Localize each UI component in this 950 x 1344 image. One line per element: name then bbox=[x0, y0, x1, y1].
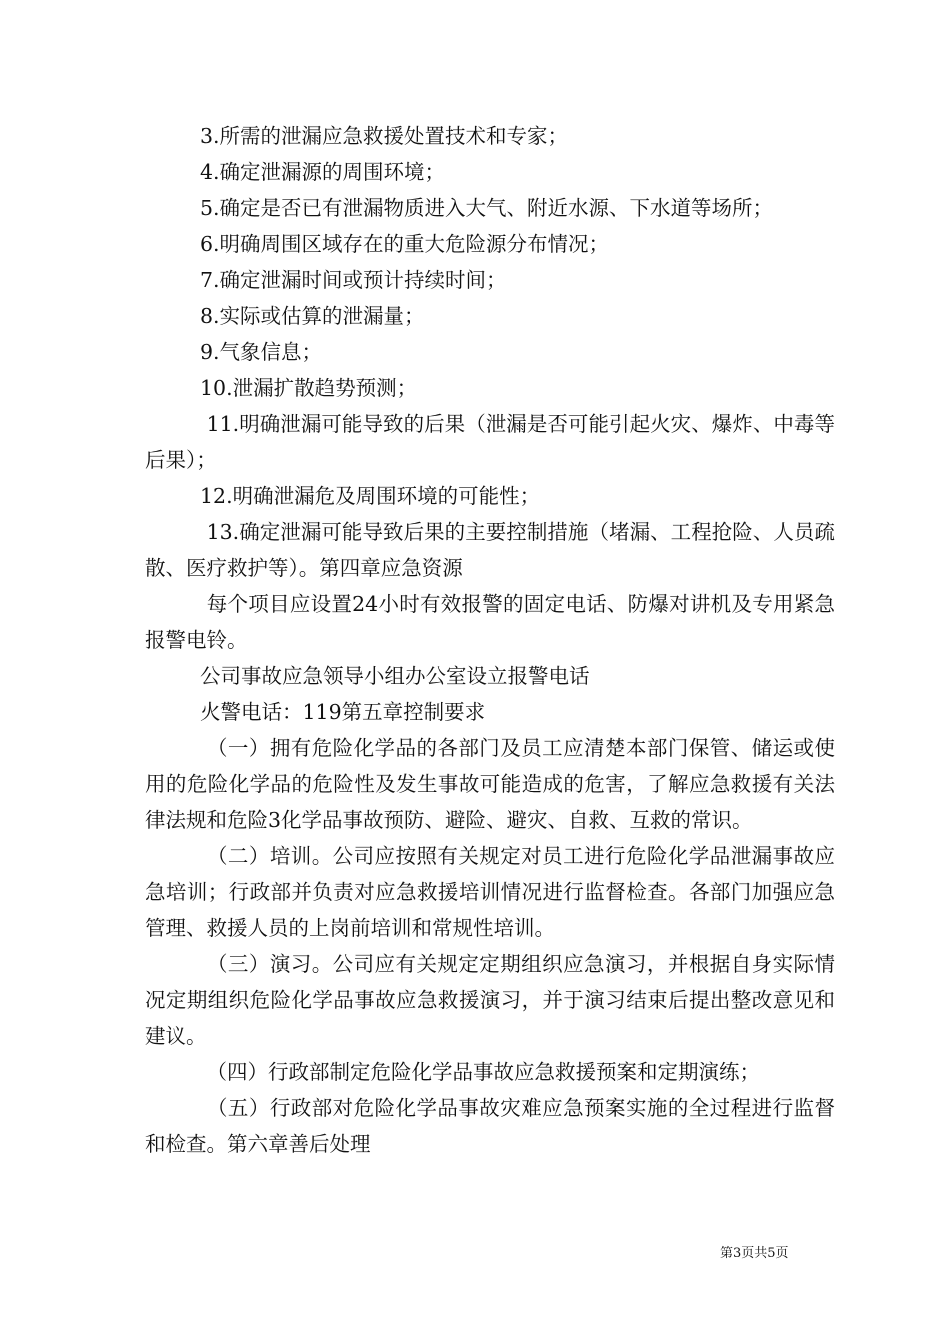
paragraph-alarm-phone: 公司事故应急领导小组办公室设立报警电话 bbox=[200, 664, 590, 688]
paragraph-control-1: （一）拥有危险化学品的各部门及员工应清楚本部门保管、储运或使用的危险化学品的危险性及发生事故可能造成的危害，了解应急救援有关法律法规和危险3化学品事故预防、避险、避灾、自救、互救的常识。 bbox=[145, 736, 835, 832]
paragraph-item-9: 9.气象信息； bbox=[200, 340, 323, 364]
paragraph-item-3: 3.所需的泄漏应急救援处置技术和专家； bbox=[200, 124, 569, 148]
paragraph-control-2-training: （二）培训。公司应按照有关规定对员工进行危险化学品泄漏事故应急培训；行政部并负责对应急救援培训情况进行监督检查。各部门加强应急管理、救援人员的上岗前培训和常规性培训。 bbox=[145, 844, 835, 940]
paragraph-control-4: （四）行政部制定危险化学品事故应急救援预案和定期演练； bbox=[200, 1060, 761, 1084]
paragraph-item-10: 10.泄漏扩散趋势预测； bbox=[200, 376, 418, 400]
paragraph-alarm-equipment: 每个项目应设置24小时有效报警的固定电话、防爆对讲机及专用紧急报警电铃。 bbox=[145, 592, 835, 652]
paragraph-control-3-drill: （三）演习。公司应有关规定定期组织应急演习，并根据自身实际情况定期组织危险化学品事故应急救援演习，并于演习结束后提出整改意见和建议。 bbox=[145, 952, 835, 1048]
paragraph-item-6: 6.明确周围区域存在的重大危险源分布情况； bbox=[200, 232, 610, 256]
page-number-footer: 第3页共5页 bbox=[720, 1246, 789, 1261]
paragraph-item-7: 7.确定泄漏时间或预计持续时间； bbox=[200, 268, 507, 292]
paragraph-item-12: 12.明确泄漏危及周围环境的可能性； bbox=[200, 484, 541, 508]
paragraph-item-5: 5.确定是否已有泄漏物质进入大气、附近水源、下水道等场所； bbox=[200, 196, 774, 220]
document-body bbox=[145, 118, 835, 1162]
paragraph-fire-phone-chapter-5: 火警电话：119第五章控制要求 bbox=[200, 700, 486, 724]
paragraph-item-11: 11.明确泄漏可能导致的后果（泄漏是否可能引起火灾、爆炸、中毒等后果）； bbox=[145, 412, 835, 472]
paragraph-item-8: 8.实际或估算的泄漏量； bbox=[200, 304, 425, 328]
paragraph-control-5-chapter-6: （五）行政部对危险化学品事故灾难应急预案实施的全过程进行监督和检查。第六章善后处理 bbox=[145, 1096, 835, 1156]
paragraph-item-4: 4.确定泄漏源的周围环境； bbox=[200, 160, 446, 184]
paragraph-item-13-chapter-4: 13.确定泄漏可能导致后果的主要控制措施（堵漏、工程抢险、人员疏散、医疗救护等）。第四章应急资源 bbox=[145, 520, 835, 580]
